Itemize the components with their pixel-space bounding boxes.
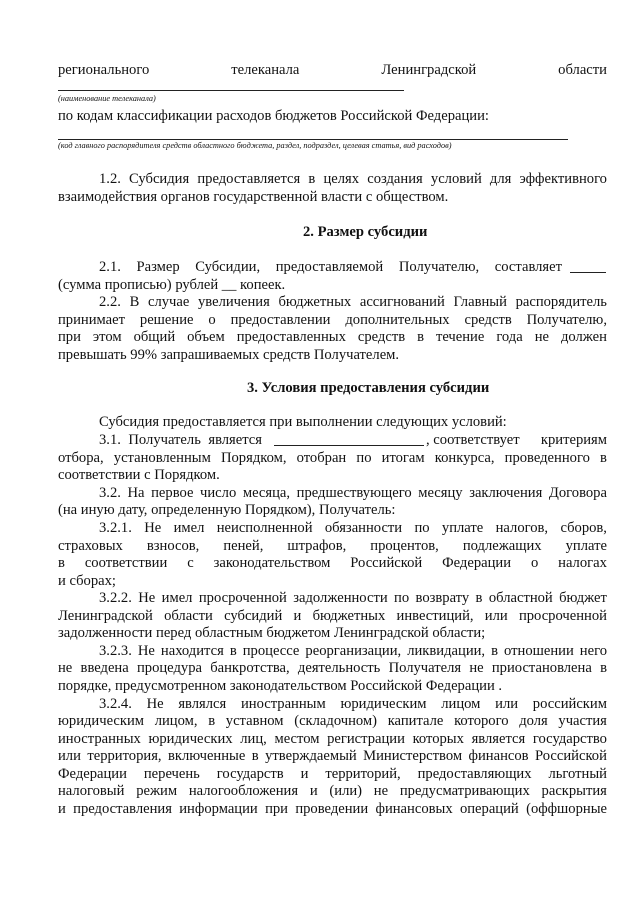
- clause-3-1-line-2: [58, 449, 607, 467]
- word: создания: [367, 171, 423, 187]
- word: эффективного: [519, 171, 607, 187]
- word: предшествующего: [296, 485, 412, 501]
- clause-3-2-4-line-3: [58, 730, 607, 748]
- word: находится: [160, 643, 224, 659]
- word: предоставляется: [197, 171, 301, 187]
- word: о: [208, 312, 216, 328]
- word: не: [534, 329, 549, 345]
- word: в: [417, 329, 424, 345]
- word: процентов,: [370, 538, 439, 554]
- word: уплате: [441, 520, 484, 536]
- word: 2.2.: [99, 294, 121, 310]
- channel-name-line: [58, 61, 607, 79]
- clause-3-1-line-3: соответствии с Порядком.: [58, 467, 220, 483]
- word: которого: [454, 713, 509, 729]
- word: Субсидии,: [195, 259, 261, 275]
- word: Субсидия: [129, 171, 190, 187]
- word: Ленинградской: [381, 62, 477, 78]
- word: Не: [146, 696, 164, 712]
- channel-name-caption: (наименование телеканала): [58, 94, 156, 103]
- word: уставном: [225, 713, 284, 729]
- clause-3-2-line-1: [99, 484, 607, 502]
- word: дополнительных: [345, 312, 450, 328]
- word: пеней,: [223, 538, 264, 554]
- word: не: [469, 660, 484, 676]
- word: (складочном): [294, 713, 378, 729]
- word: процессе: [242, 643, 300, 659]
- word: взносов,: [146, 538, 200, 554]
- word: раскрытия: [541, 783, 607, 799]
- word: Размер: [136, 259, 180, 275]
- word: лицом,: [154, 713, 198, 729]
- word: не: [373, 783, 389, 799]
- word: финансовых: [375, 801, 453, 817]
- word: задолженности: [293, 590, 388, 606]
- word: обязанности: [324, 520, 403, 536]
- clause-3-2-4-line-7: [58, 800, 607, 818]
- word: 3.2.1.: [99, 520, 132, 536]
- word: участия: [558, 713, 607, 729]
- word: просроченной: [518, 608, 607, 624]
- word: Не: [144, 520, 162, 536]
- word: и: [293, 608, 302, 624]
- budget-codes-caption: (код главного распорядителя средств областного бюджета, раздел, подраздел, целевая статья, вид расходов): [58, 141, 452, 150]
- word: является: [208, 432, 262, 448]
- word: уплате: [565, 538, 607, 554]
- word: местом: [274, 731, 320, 747]
- clause-3-2-3-line-2: [58, 659, 607, 677]
- word: с: [187, 555, 194, 571]
- word: области: [558, 62, 607, 78]
- word: деятельность: [297, 660, 381, 676]
- word: итогам: [381, 450, 425, 466]
- section-2-title: 2. Размер субсидии: [303, 224, 428, 240]
- word: проведенного: [504, 450, 590, 466]
- clause-3-2-4-line-6: [58, 782, 607, 800]
- word: 3.1.: [99, 432, 121, 448]
- word: юридическим: [340, 696, 427, 712]
- clause-3-2-4-line-2: [58, 712, 607, 730]
- word: 3.2.4.: [99, 696, 132, 712]
- clause-2-2-line-3: [58, 328, 607, 346]
- recipient-name-blank[interactable]: [274, 432, 424, 446]
- word: 3.2.2.: [99, 590, 132, 606]
- clause-2-2-line-4: превышать 99% запрашиваемых средств Получателем.: [58, 347, 400, 363]
- word: являлся: [178, 696, 227, 712]
- word: проведении: [295, 801, 369, 817]
- clause-3-2-line-2: (на иную дату, определенную Порядком), Получатель:: [58, 502, 396, 518]
- word: или: [484, 608, 508, 624]
- word: предоставляемой: [275, 259, 384, 275]
- word: областной: [488, 590, 553, 606]
- clause-3-2-1-line-4: и сборах;: [58, 573, 116, 589]
- word: иностранным: [240, 696, 326, 712]
- word: Получателю,: [526, 312, 607, 328]
- word: имел: [173, 520, 205, 536]
- word: Федерации: [58, 766, 127, 782]
- word: лицом: [441, 696, 481, 712]
- word: банкротства,: [210, 660, 290, 676]
- word: лиц,: [240, 731, 267, 747]
- word: субсидий: [224, 608, 283, 624]
- word: 3.2.3.: [99, 643, 132, 659]
- word: в: [251, 748, 259, 764]
- clause-2-1-line-1: [99, 258, 562, 276]
- word: процедура: [136, 660, 202, 676]
- word: отбора,: [58, 450, 104, 466]
- word: Получателю,: [398, 259, 480, 275]
- word: (оффшорные: [526, 801, 607, 817]
- word: бюджетных: [312, 608, 386, 624]
- word: операций: [459, 801, 519, 817]
- word: средств: [357, 329, 406, 345]
- word: по: [356, 450, 372, 466]
- word: утверждаемый: [265, 748, 357, 764]
- word: юридическим: [58, 713, 145, 729]
- word: предоставлении: [230, 312, 331, 328]
- word: не: [58, 660, 73, 676]
- word: отобран: [296, 450, 347, 466]
- word: составляет: [494, 259, 562, 275]
- word: капитале: [387, 713, 444, 729]
- word: ликвидации,: [407, 643, 486, 659]
- word: в: [491, 643, 499, 659]
- word: 2.1.: [99, 259, 121, 275]
- word: государств: [216, 766, 284, 782]
- clause-3-2-1-line-2: [58, 537, 607, 555]
- word: законодательством: [213, 555, 331, 571]
- word: заключения: [469, 485, 543, 501]
- word: предоставления: [73, 801, 172, 817]
- word: и: [300, 766, 309, 782]
- word: Федерации: [442, 555, 512, 571]
- word: Договора: [548, 485, 607, 501]
- word: реорганизации,: [305, 643, 402, 659]
- clause-3-1-line-1-left: [99, 431, 262, 449]
- word: решение: [139, 312, 194, 328]
- clause-2-2-line-1: [99, 293, 607, 311]
- word: Получателя: [388, 660, 462, 676]
- word: российским: [532, 696, 607, 712]
- word: установленным: [113, 450, 211, 466]
- word: месяцу: [418, 485, 463, 501]
- word: иностранных: [58, 731, 141, 747]
- clause-3-2-3-line-1: [99, 642, 607, 660]
- word: неисполненной: [216, 520, 313, 536]
- word: ассигнований: [359, 294, 445, 310]
- clause-3-2-1-line-3: [58, 554, 607, 572]
- word: при: [58, 329, 81, 345]
- word: В: [129, 294, 140, 310]
- word: или: [58, 748, 81, 764]
- word: по: [394, 590, 410, 606]
- word: конкурса,: [434, 450, 495, 466]
- word: критериям: [540, 432, 607, 448]
- word: государство: [532, 731, 607, 747]
- word: информации: [179, 801, 258, 817]
- word: налогах: [558, 555, 607, 571]
- word: включенные: [168, 748, 246, 764]
- word: в: [58, 555, 65, 571]
- word: территорий,: [325, 766, 401, 782]
- word: просроченной: [198, 590, 287, 606]
- word: регионального: [58, 62, 150, 78]
- word: Получатель: [128, 432, 201, 448]
- word: или: [495, 696, 519, 712]
- word: сборов,: [560, 520, 607, 536]
- clause-3-2-3-line-3: порядке, предусмотренном законодательством Российской Федерации .: [58, 678, 503, 694]
- word: Порядком,: [220, 450, 287, 466]
- word: увеличения: [198, 294, 270, 310]
- clause-1-2-line-1: [99, 170, 607, 188]
- word: Не: [138, 590, 156, 606]
- word: перечень: [143, 766, 200, 782]
- word: по: [414, 520, 430, 536]
- word: в: [600, 660, 607, 676]
- word: штрафов,: [287, 538, 347, 554]
- word: режим: [136, 783, 178, 799]
- word: бюджетных: [278, 294, 352, 310]
- word: условий: [430, 171, 482, 187]
- word: имел: [161, 590, 193, 606]
- word: в: [208, 713, 216, 729]
- word: целях: [323, 171, 360, 187]
- word: и: [309, 783, 318, 799]
- word: в: [229, 643, 237, 659]
- budget-codes-line: по кодам классификации расходов бюджетов Российской Федерации:: [58, 108, 489, 124]
- clause-2-2-line-2: [58, 311, 607, 329]
- word: налоговый: [58, 783, 125, 799]
- word: льготный: [548, 766, 607, 782]
- word: соответствии: [84, 555, 168, 571]
- word: доля: [519, 713, 548, 729]
- word: него: [579, 643, 607, 659]
- word: должен: [560, 329, 607, 345]
- word: 3.2.: [99, 485, 121, 501]
- word: Министерством: [363, 748, 463, 764]
- word: области: [164, 608, 213, 624]
- word: приостановлена: [491, 660, 592, 676]
- word: введена: [80, 660, 129, 676]
- word: число: [200, 485, 237, 501]
- clause-2-1-line-2: (сумма прописью) рублей __ копеек.: [58, 277, 286, 293]
- word: Российской: [534, 748, 607, 764]
- clause-3-1-line-1-right: [426, 431, 607, 449]
- clause-3-2-4-line-4: [58, 747, 607, 765]
- word: общий: [133, 329, 176, 345]
- word: отношении: [504, 643, 574, 659]
- channel-name-underline: [58, 90, 404, 91]
- clause-3-2-2-line-3: задолженности перед областным бюджетом Ленинградской области;: [58, 625, 486, 641]
- word: территория,: [87, 748, 162, 764]
- word: (или): [329, 783, 363, 799]
- word: для: [489, 171, 512, 187]
- word: страховых: [58, 538, 123, 554]
- word: предусматривающих: [399, 783, 530, 799]
- word: этом: [92, 329, 122, 345]
- word: Не: [137, 643, 155, 659]
- word: регистрации: [327, 731, 405, 747]
- word: в: [475, 590, 483, 606]
- word: о: [530, 555, 539, 571]
- word: которых: [412, 731, 464, 747]
- word: 1.2.: [99, 171, 121, 187]
- word: подлежащих: [462, 538, 542, 554]
- word: юридических: [148, 731, 233, 747]
- word: при: [265, 801, 288, 817]
- word: предоставленных: [236, 329, 346, 345]
- word: в: [308, 171, 316, 187]
- word: объем: [187, 329, 225, 345]
- clause-3-2-4-line-1: [99, 695, 607, 713]
- section-3-title: 3. Условия предоставления субсидии: [247, 380, 490, 396]
- clause-3-2-2-line-1: [99, 589, 607, 607]
- word: распорядитель: [515, 294, 607, 310]
- word: предоставляющих: [417, 766, 532, 782]
- word: месяца,: [242, 485, 291, 501]
- word: налогообложения: [188, 783, 299, 799]
- clause-3-2-2-line-2: [58, 607, 607, 625]
- word: является: [471, 731, 526, 747]
- word: финансов: [468, 748, 529, 764]
- word: средств: [464, 312, 512, 328]
- word: , соответствует: [426, 432, 520, 448]
- word: и: [58, 801, 66, 817]
- word: года: [496, 329, 523, 345]
- word: телеканала: [231, 62, 300, 78]
- word: первое: [151, 485, 194, 501]
- word: инвестиций,: [396, 608, 474, 624]
- word: Российской: [350, 555, 423, 571]
- word: возврату: [415, 590, 470, 606]
- budget-codes-underline: [58, 139, 568, 140]
- subsidy-amount-blank[interactable]: [570, 259, 606, 273]
- clause-3-2-4-line-5: [58, 765, 607, 783]
- word: На: [127, 485, 145, 501]
- word: бюджет: [559, 590, 607, 606]
- word: Главный: [453, 294, 507, 310]
- section-3-intro: Субсидия предоставляется при выполнении следующих условий:: [99, 414, 507, 430]
- word: течение: [435, 329, 485, 345]
- word: случае: [147, 294, 190, 310]
- clause-3-2-1-line-1: [99, 519, 607, 537]
- word: Ленинградской: [58, 608, 153, 624]
- word: в: [600, 450, 607, 466]
- clause-1-2-line-2: взаимодействия органов государственной власти с обществом.: [58, 189, 449, 205]
- word: принимает: [58, 312, 126, 328]
- word: налогов,: [495, 520, 549, 536]
